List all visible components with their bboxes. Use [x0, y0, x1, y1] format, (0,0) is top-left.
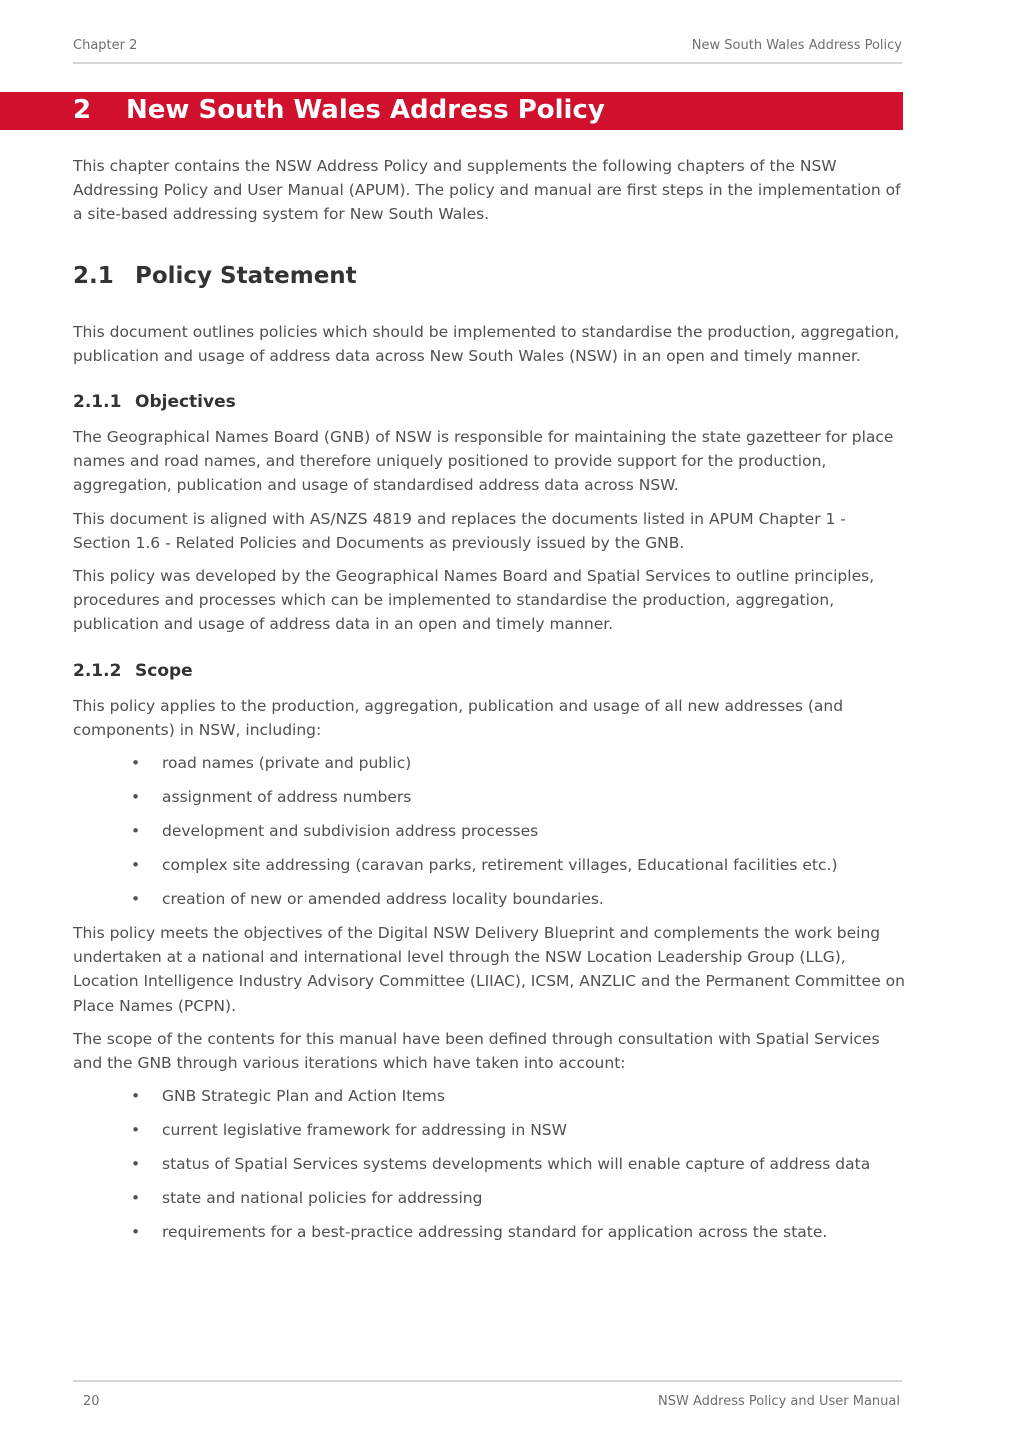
bullet: • — [131, 788, 141, 807]
list-item-text: assignment of address numbers — [162, 788, 412, 807]
list-item-text: requirements for a best-practice addressing standard for application across the state. — [162, 1223, 828, 1242]
section-title: Policy Statement — [135, 262, 357, 289]
chapter-banner — [0, 92, 903, 130]
bullet: • — [131, 1155, 141, 1174]
list-item-text: GNB Strategic Plan and Action Items — [162, 1087, 445, 1106]
section-title: Objectives — [135, 392, 236, 413]
bullet: • — [131, 754, 141, 773]
bullet: • — [131, 822, 141, 841]
list-item — [73, 1152, 905, 1176]
page-content — [73, 154, 905, 1254]
bullet: • — [131, 1087, 141, 1106]
bullet: • — [131, 856, 141, 875]
objectives-paragraph: This document is aligned with AS/NZS 4819 and replaces the documents listed in APUM Chapter 1 - Section 1.6 - Related Policies and Documents as previously issued by the GNB. — [73, 509, 846, 552]
header-chapter-label: Chapter 2 — [73, 38, 138, 53]
list-item-text: development and subdivision address processes — [162, 822, 539, 841]
page-header — [73, 38, 902, 64]
bullet: • — [131, 1223, 141, 1242]
objectives-paragraph: This policy was developed by the Geographical Names Board and Spatial Services to outline principles, procedures and processes which can be implemented to standardise the production, aggregation, publication and usage of address data in an open and timely manner. — [73, 567, 875, 634]
list-item-text: complex site addressing (caravan parks, retirement villages, Educational facilities etc.) — [162, 856, 838, 875]
chapter-title: New South Wales Address Policy — [126, 95, 605, 125]
list-item-text: current legislative framework for addressing in NSW — [162, 1121, 567, 1140]
section-title: Scope — [135, 660, 193, 681]
scope-paragraph: This policy applies to the production, aggregation, publication and usage of all new addresses (and components) in NSW, including: — [73, 696, 844, 739]
list-item-text: creation of new or amended address locality boundaries. — [162, 890, 604, 909]
page-footer — [73, 1380, 902, 1416]
list-item — [73, 887, 905, 911]
considerations-list — [73, 1084, 905, 1244]
bullet: • — [131, 1189, 141, 1208]
section-number: 2.1.2 — [73, 660, 122, 681]
bullet: • — [131, 1121, 141, 1140]
list-item-text: status of Spatial Services systems developments which will enable capture of address data — [162, 1155, 871, 1174]
section-number: 2.1.1 — [73, 392, 122, 413]
footer-document-title: NSW Address Policy and User Manual — [658, 1394, 900, 1409]
list-item — [73, 1084, 905, 1108]
chapter-number: 2 — [73, 95, 92, 125]
bullet: • — [131, 890, 141, 909]
list-item — [73, 1220, 905, 1244]
list-item — [73, 785, 905, 809]
scope-paragraph: This policy meets the objectives of the Digital NSW Delivery Blueprint and complements the work being undertaken at a national and international level through the NSW Location Leadership Group (LLG), Location Intelligence Industry Advisory Committee (LIIAC), ICSM, ANZLIC and the Permanent Committee on Place Names (PCPN). — [73, 924, 905, 1015]
list-item — [73, 751, 905, 775]
section-number: 2.1 — [73, 262, 114, 289]
scope-list — [73, 751, 905, 911]
section-heading-2-1-2 — [73, 661, 905, 683]
list-item — [73, 1186, 905, 1210]
section-heading-2-1-1 — [73, 392, 905, 414]
scope-paragraph: The scope of the contents for this manual have been defined through consultation with Spatial Services and the GNB through various iterations which have taken into account: — [73, 1029, 880, 1073]
header-document-title: New South Wales Address Policy — [691, 38, 902, 53]
section-heading-2-1 — [73, 263, 905, 291]
list-item-text: road names (private and public) — [162, 754, 412, 773]
list-item-text: state and national policies for addressing — [162, 1189, 483, 1208]
policy-statement-paragraph: This document outlines policies which should be implemented to standardise the production, aggregation, publication and usage of address data across New South Wales (NSW) in an open and timely manner. — [73, 322, 900, 365]
objectives-paragraph: The Geographical Names Board (GNB) of NSW is responsible for maintaining the state gazetteer for place names and road names, and therefore uniquely positioned to provide support for the production, aggregation, publication and usage of standardised address data across NSW. — [73, 428, 894, 495]
list-item — [73, 853, 905, 877]
page-number: 20 — [83, 1394, 100, 1409]
list-item — [73, 1118, 905, 1142]
list-item — [73, 819, 905, 843]
intro-paragraph: This chapter contains the NSW Address Policy and supplements the following chapters of the NSW Addressing Policy and User Manual (APUM). The policy and manual are first steps in the implementation of a site-based addressing system for New South Wales. — [73, 157, 901, 224]
